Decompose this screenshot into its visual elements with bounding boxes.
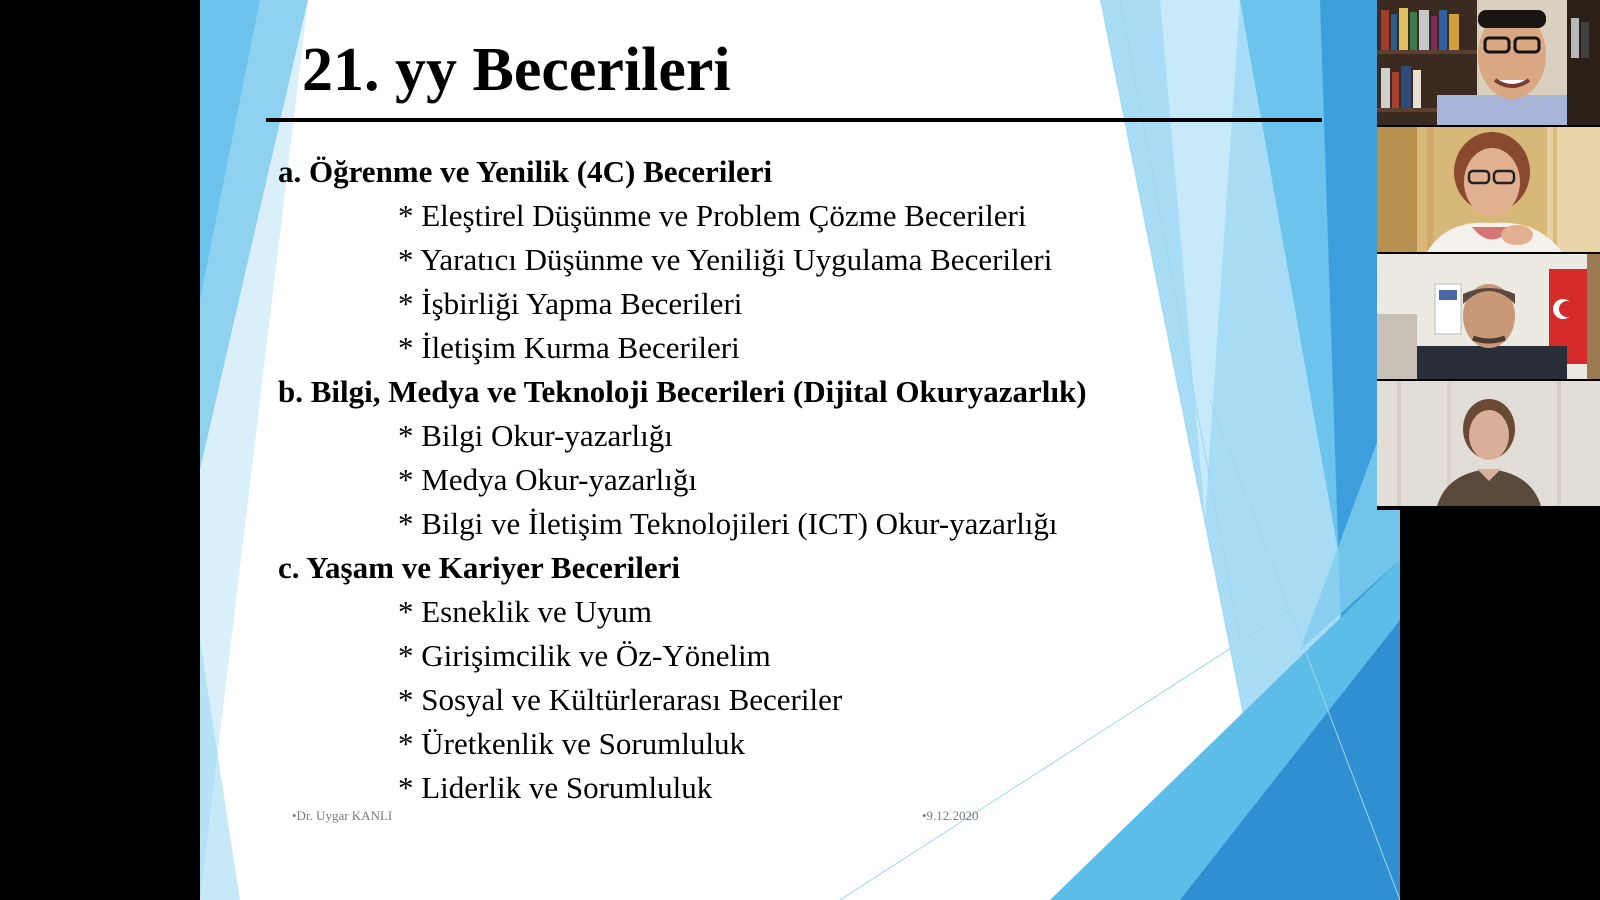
bullet-item: * Eleştirel Düşünme ve Problem Çözme Becerileri <box>398 198 1027 233</box>
bullet-item: * Girişimcilik ve Öz-Yönelim <box>398 638 771 673</box>
bullet-item: * Üretkenlik ve Sorumluluk <box>398 726 745 761</box>
bullet-item: * Yaratıcı Düşünme ve Yeniliği Uygulama Becerileri <box>398 242 1053 277</box>
participant-video-tile[interactable] <box>1377 254 1600 379</box>
participant-video-tile[interactable] <box>1377 381 1600 506</box>
bullet-item: * Liderlik ve Sorumluluk <box>398 770 713 805</box>
participant-gallery <box>1377 0 1600 510</box>
section-heading-c: c. Yaşam ve Kariyer Becerileri <box>278 550 680 585</box>
shared-screen-slide <box>200 0 1400 900</box>
bullet-item: * Esneklik ve Uyum <box>398 594 652 629</box>
title-underline <box>266 118 1322 122</box>
bullet-item: * Sosyal ve Kültürlerarası Beceriler <box>398 682 843 717</box>
participant-video-4 <box>1377 381 1600 506</box>
participant-video-3 <box>1377 254 1600 379</box>
bullet-item: * İletişim Kurma Becerileri <box>398 330 740 365</box>
bullet-item: * Medya Okur-yazarlığı <box>398 462 697 497</box>
slide-footer-date: •9.12.2020 <box>922 808 979 823</box>
bullet-item: * İşbirliği Yapma Becerileri <box>398 286 743 321</box>
slide-footer-author: •Dr. Uygar KANLI <box>292 808 393 823</box>
participant-video-2 <box>1377 127 1600 252</box>
bullet-item: * Bilgi ve İletişim Teknolojileri (ICT) Okur-yazarlığı <box>398 506 1058 541</box>
participant-video-1 <box>1377 0 1600 125</box>
section-heading-a: a. Öğrenme ve Yenilik (4C) Becerileri <box>278 154 773 189</box>
section-heading-b: b. Bilgi, Medya ve Teknoloji Becerileri (Dijital Okuryazarlık) <box>278 374 1087 409</box>
participant-video-tile[interactable] <box>1377 0 1600 125</box>
participant-video-tile[interactable] <box>1377 127 1600 252</box>
bullet-item: * Bilgi Okur-yazarlığı <box>398 418 673 453</box>
slide-title: 21. yy Becerileri <box>302 36 731 104</box>
